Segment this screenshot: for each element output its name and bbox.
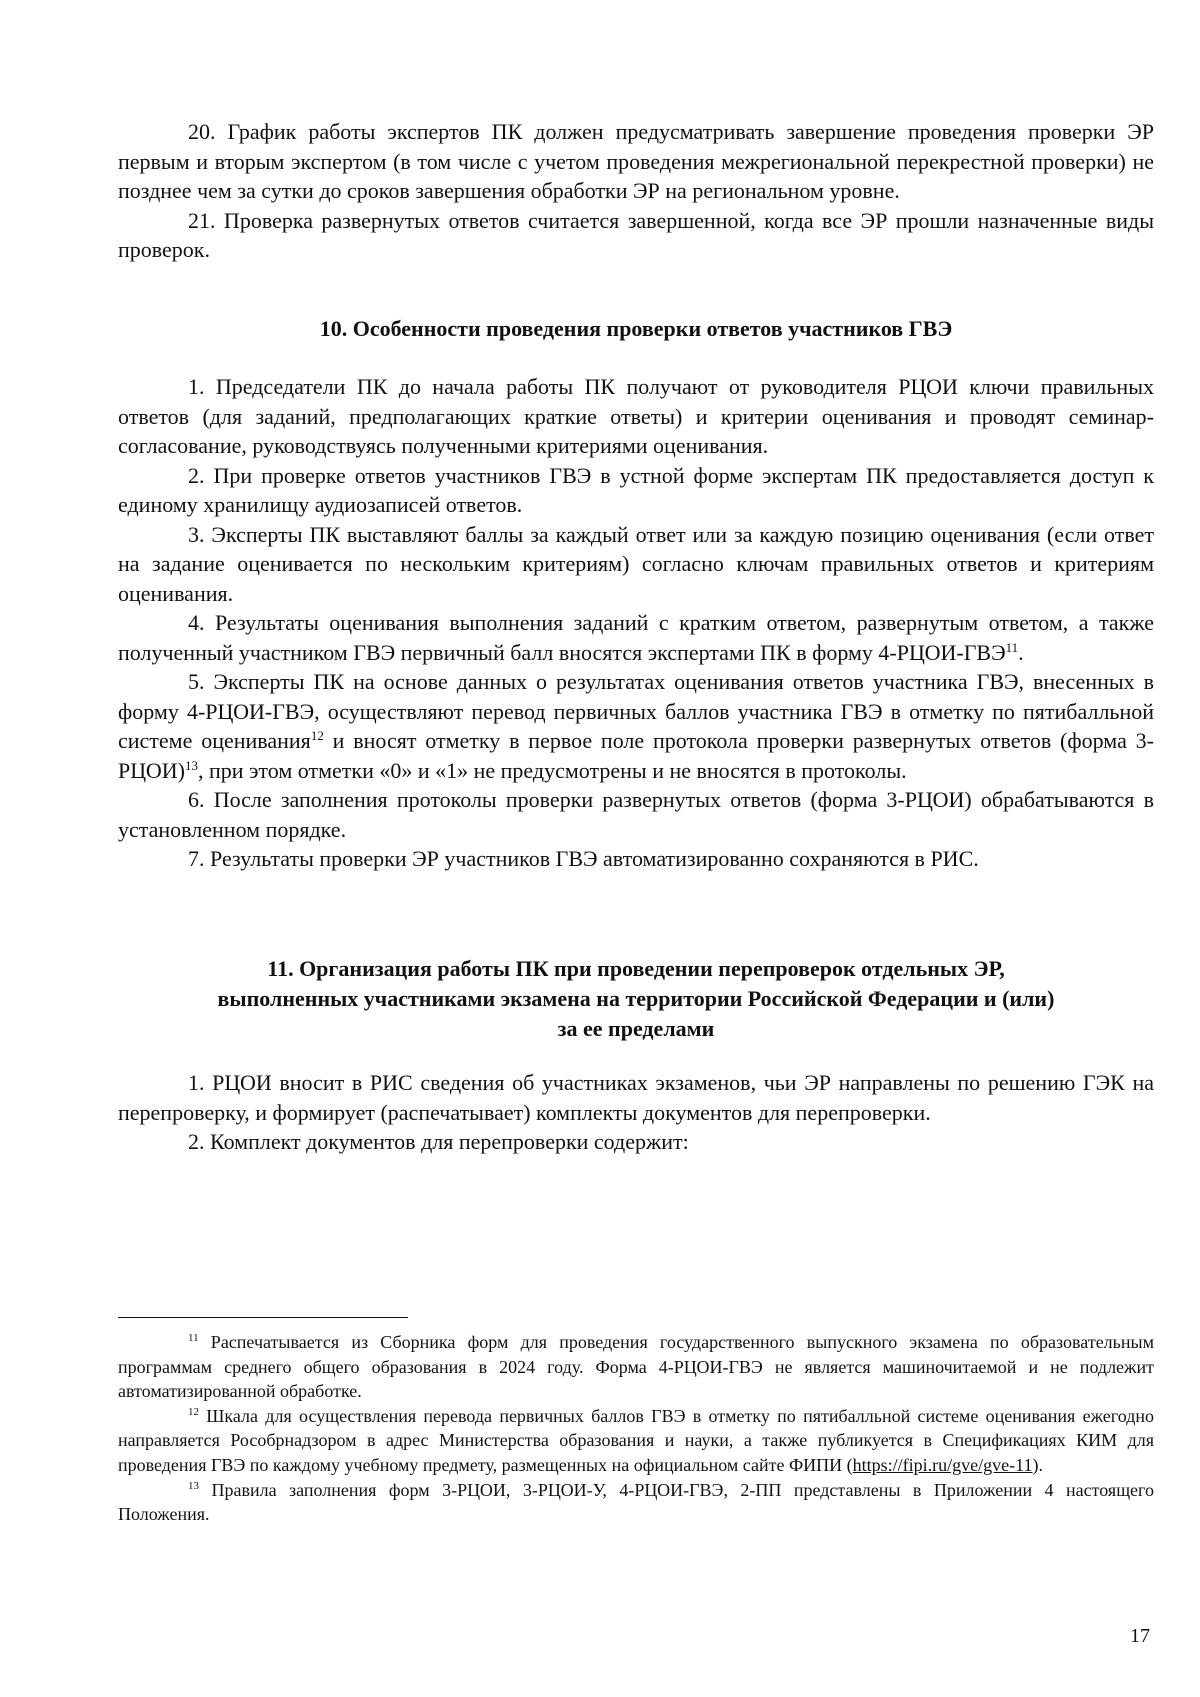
section-10-body (118, 372, 1154, 874)
section-10-paragraph-1: 1. Председатели ПК до начала работы ПК получают от руководителя РЦОИ ключи правильных ответов (для заданий, предполагающих краткие ответы) и критерии оценивания и проводят семинар-согласование, руководствуясь полученными критериями оценивания. (118, 374, 1154, 458)
section-10-paragraph-3: 3. Эксперты ПК выставляют баллы за каждый ответ или за каждую позицию оценивания (если ответ на задание оценивается по нескольким критериям) согласно ключам правильных ответов и критериям оценивания. (118, 521, 1154, 606)
footnote-12-end: ). (1032, 1454, 1043, 1475)
section-10-paragraph-7: 7. Результаты проверки ЭР участников ГВЭ автоматизированно сохраняются в РИС. (188, 846, 979, 871)
footnote-ref-13[interactable]: 13 (184, 757, 198, 773)
paragraph-20: 20. График работы экспертов ПК должен предусматривать завершение проведения проверки ЭР первым и вторым экспертом (в том числе с учетом проведения межрегиональной перекрестной проверки) не позднее чем за сутки до сроков завершения обработки ЭР на региональном уровне. (118, 119, 1154, 203)
footnote-11 (118, 1330, 1154, 1404)
section-11-body (118, 1068, 1154, 1157)
footnote-11-mark: 11 (188, 1332, 199, 1344)
footnote-13 (118, 1478, 1154, 1527)
footnote-11-text: Распечатывается из Сборника форм для проведения государственного выпускного экзамена по образовательным программам среднего общего образования в 2024 году. Форма 4-РЦОИ-ГВЭ не является машиночитаемой и не подлежит автоматизированной обработке. (118, 1332, 1154, 1402)
section-11-paragraph-2: 2. Комплект документов для перепроверки содержит: (188, 1129, 689, 1154)
section-11-heading (118, 954, 1154, 1044)
section-10-paragraph-2: 2. При проверке ответов участников ГВЭ в устной форме экспертам ПК предоставляется доступ к единому хранилищу аудиозаписей ответов. (118, 462, 1154, 517)
section-10-title: 10. Особенности проведения проверки ответов участников ГВЭ (319, 316, 953, 341)
page-number: 17 (1130, 1625, 1150, 1647)
paragraph-4-text: 4. Результаты оценивания выполнения заданий с кратким ответом, развернутым ответом, а также полученный участником ГВЭ первичный балл вносятся экспертами ПК в форму 4-РЦОИ-ГВЭ (118, 610, 1154, 665)
section-11-paragraph-1: 1. РЦОИ вносит в РИС сведения об участниках экзаменов, чьи ЭР направлены по решению ГЭК на перепроверку, и формирует (распечатывает) комплекты документов для перепроверки. (118, 1070, 1154, 1125)
footnote-12-text: Шкала для осуществления перевода первичных баллов ГВЭ в отметку по пятибалльной системе оценивания ежегодно направляется Рособрнадзором в адрес Министерства образования и науки, а также публикуется в Спецификациях КИМ для проведения ГВЭ по каждому учебному предмету, размещенных на официальном сайте ФИПИ ( (118, 1405, 1154, 1475)
footnote-ref-11[interactable]: 11 (1005, 639, 1019, 655)
section-11-title-line-1: 11. Организация работы ПК при проведении перепроверок отдельных ЭР, (267, 956, 1005, 981)
paragraph-5-part-c: , при этом отметки «0» и «1» не предусмотрены и не вносятся в протоколы. (197, 757, 907, 783)
footnote-13-text: Правила заполнения форм 3-РЦОИ, 3-РЦОИ-У, 4-РЦОИ-ГВЭ, 2-ПП представлены в Приложении 4 настоящего Положения. (118, 1479, 1154, 1525)
section-10-paragraph-4 (118, 608, 1154, 667)
section-11-title-line-3: за ее пределами (557, 1016, 715, 1041)
intro-block (118, 117, 1154, 265)
footnote-separator (118, 1317, 408, 1318)
fipi-link[interactable]: https://fipi.ru/gve/gve-11 (852, 1454, 1033, 1475)
section-11-title-line-2: выполненных участниками экзамена на территории Российской Федерации и (или) (217, 986, 1055, 1011)
paragraph-21: 21. Проверка развернутых ответов считается завершенной, когда все ЭР прошли назначенные виды проверок. (118, 207, 1154, 262)
section-10-heading (118, 314, 1154, 344)
footnote-ref-12[interactable]: 12 (310, 728, 324, 743)
footnotes (118, 1330, 1154, 1527)
footnote-12 (118, 1404, 1154, 1478)
footnote-12-mark: 12 (188, 1405, 199, 1418)
footnote-13-mark: 13 (188, 1479, 199, 1492)
section-10-paragraph-5 (118, 667, 1154, 785)
paragraph-5-part-a: 5. Эксперты ПК на основе данных о результатах оценивания ответов участника ГВЭ, внесенных в форму 4-РЦОИ-ГВЭ, осуществляют перевод первичных баллов участника ГВЭ в отметку по пятибалльной системе оценивания (118, 669, 1154, 753)
section-10-paragraph-6: 6. После заполнения протоколы проверки развернутых ответов (форма 3-РЦОИ) обрабатываются в установленном порядке. (118, 787, 1154, 842)
paragraph-4-end: . (1018, 639, 1024, 665)
paragraph-5-part-b: и вносят отметку в первое поле протокола проверки развернутых ответов (форма 3-РЦОИ) (118, 728, 1154, 783)
